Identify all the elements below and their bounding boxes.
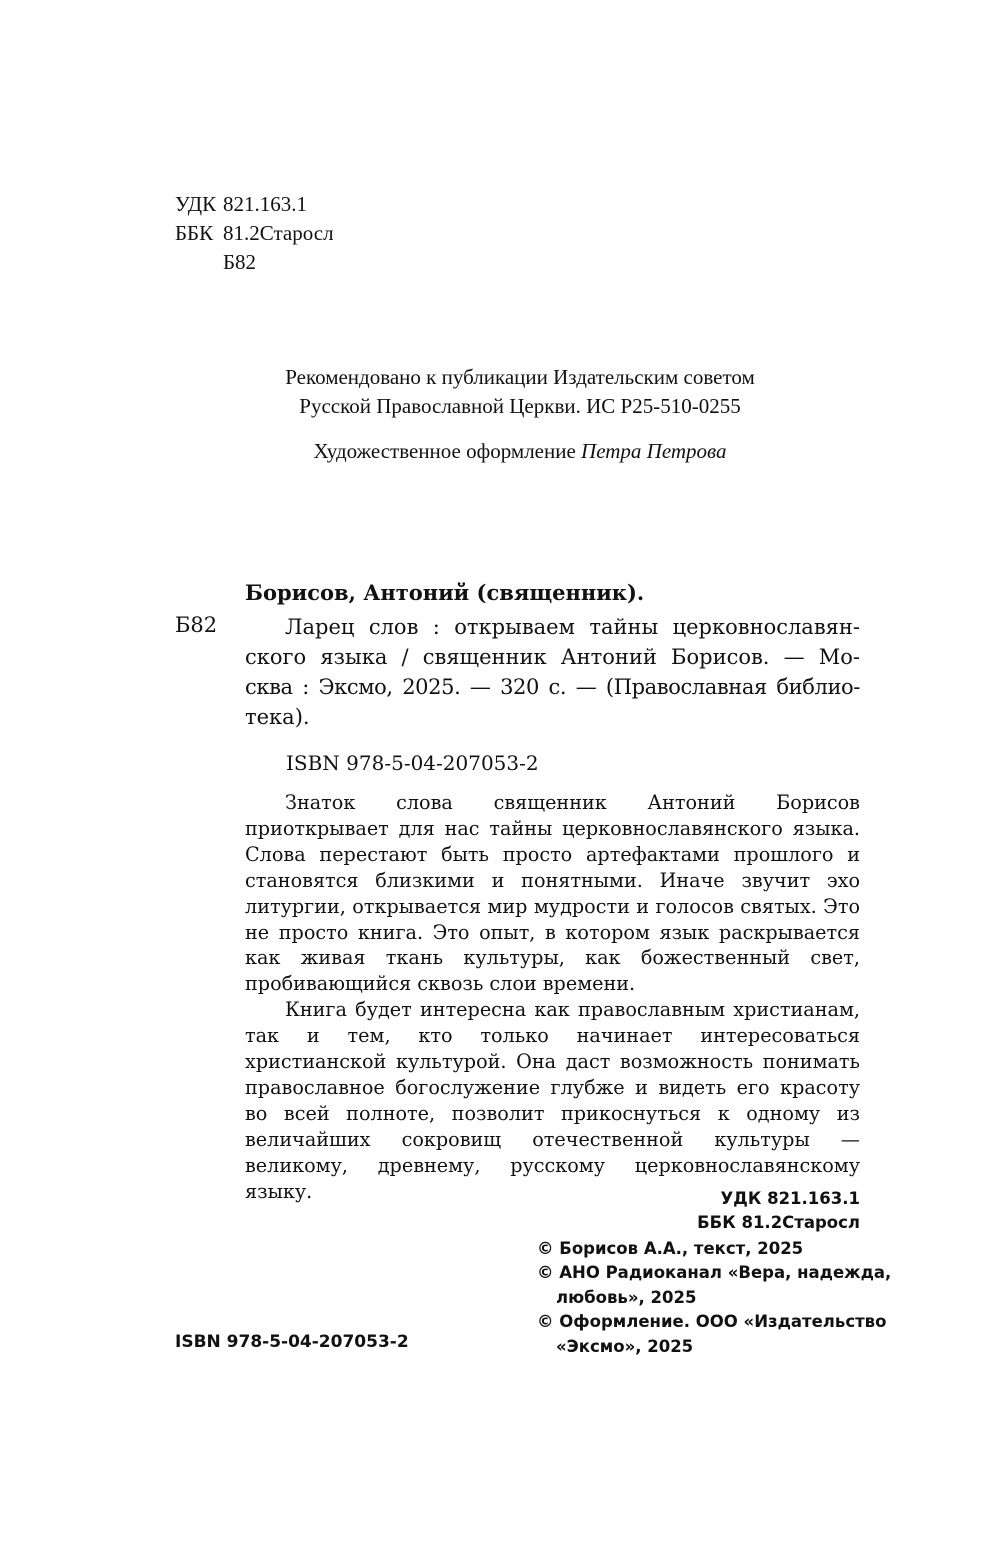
- annotation: [245, 790, 860, 1205]
- copyright-line-3: любовь», 2025: [556, 1287, 697, 1307]
- design-credit-name: Петра Петрова: [581, 439, 727, 463]
- bibliography-isbn: ISBN 978-5-04-207053-2: [286, 751, 539, 775]
- bbk-line: [175, 219, 334, 248]
- isbn-bottom: ISBN 978-5-04-207053-2: [175, 1332, 409, 1352]
- design-credit-label: Художественное оформление: [313, 439, 576, 463]
- copyright-line-2: © АНО Радиоканал «Вера, надежда,: [537, 1263, 892, 1283]
- bibliography-side-mark: Б82: [175, 613, 218, 637]
- footer-bbk: ББК 81.2Старосл: [697, 1213, 860, 1232]
- bibliography-line-1: Ларец слов : открываем тайны церковнославян-: [285, 615, 860, 639]
- copyright-line-4: © Оформление. ООО «Издательство: [537, 1312, 887, 1332]
- udk-value: 821.163.1: [223, 192, 307, 216]
- udk-line: [175, 190, 307, 219]
- design-credit: [200, 437, 840, 466]
- recommendation-line-1: Рекомендовано к публикации Издательским советом: [285, 365, 755, 389]
- bibliography-line-4: тека).: [245, 705, 310, 729]
- copyright-line-1: © Борисов А.А., текст, 2025: [537, 1239, 804, 1258]
- copyright-block: [537, 1237, 891, 1359]
- bbk-label: ББК: [175, 221, 214, 245]
- bibliography-line-3: сква : Эксмо, 2025. — 320 с. — (Православная библио-: [245, 675, 860, 699]
- annotation-paragraph-2: Книга будет интересна как православным христианам, так и тем, кто только начинает интересоваться христианской культурой. Она даст возможность понимать православное богослужение глубже и видеть его красоту во всей полноте, позволит прикоснуться к одному из величайших сокровищ отечественной культуры — великому, древнему, русскому церковнославянскому языку.: [245, 998, 860, 1203]
- bibliography-line-2: ского языка / священник Антоний Борисов. — Мо-: [245, 645, 860, 669]
- recommendation-block: [200, 363, 840, 421]
- udk-label: УДК: [175, 192, 217, 216]
- author-mark: Б82: [223, 250, 257, 274]
- bibliography-heading: Борисов, Антоний (священник).: [245, 580, 645, 605]
- footer-udk: УДК 821.163.1: [720, 1189, 860, 1208]
- annotation-paragraph-1: Знаток слова священник Антоний Борисов приоткрывает для нас тайны церковнославянского языка. Слова перестают быть просто артефактами прошлого и становятся близкими и понятными. Иначе звучит эхо литургии, открывается мир мудрости и голосов святых. Это не просто книга. Это опыт, в котором язык раскрывается как живая ткань культуры, как божественный свет, пробивающийся сквозь слои времени.: [245, 791, 860, 996]
- bibliography-description: [245, 612, 860, 732]
- copyright-line-5: «Эксмо», 2025: [556, 1336, 694, 1356]
- recommendation-line-2: Русской Православной Церкви. ИС Р25-510-0255: [299, 394, 741, 418]
- bbk-value: 81.2Старосл: [223, 221, 334, 245]
